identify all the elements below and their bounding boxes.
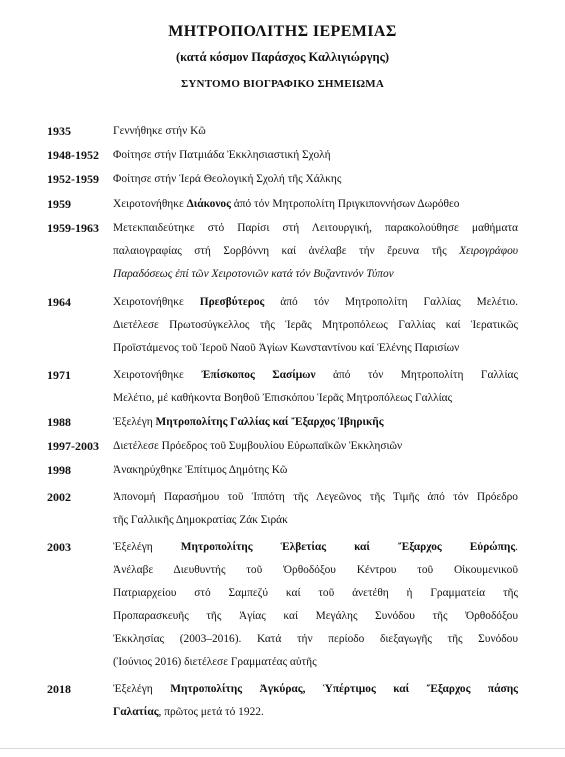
entry-year: 1997-2003 [47,439,99,453]
description-line [113,582,518,605]
bold-text: Διάκονος [186,198,231,210]
description-line [113,240,518,263]
text-segment: Διετέλεσε Πρόεδρος τοῦ Συμβουλίου Εὐρωπαϊκῶν Ἐκκλησιῶν [113,440,403,452]
entry-description [113,678,518,724]
entry-description [113,411,518,434]
entry-description [113,168,518,191]
text-segment: (Ἰούνιος 2016) διετέλεσε Γραμματέας αὐτῆς [113,656,317,668]
entry-year: 2002 [47,490,71,504]
description-line [113,435,518,458]
description-line [113,509,518,532]
text-segment: Ἐκκλησίας (2003–2016). Κατά τήν περίοδο διεξαγωγῆς τῆς Συνόδου [113,633,518,645]
italic-text: Χειρογράφου [459,245,518,257]
entry-year: 1959 [47,197,71,211]
description-line [113,263,518,286]
description-line [113,120,518,143]
text-segment: ἀπό τόν Μητροπολίτη Γαλλίας [315,369,518,381]
text-segment: Ἀπονομή Παρασήμου τοῦ Ἱππότη τῆς Λεγεῶνος τῆς Τιμῆς ἀπό τόν Πρόεδρο [113,491,518,503]
description-line [113,411,518,434]
entry-description [113,486,518,532]
description-line [113,486,518,509]
text-segment: Μελέτιο, μέ καθήκοντα Βοηθοῦ Ἐπισκόπου Ἱερᾶς Μητροπόλεως Γαλλίας [113,392,453,404]
description-line [113,387,518,410]
description-line [113,459,518,482]
text-segment: Διετέλεσε Πρωτοσύγκελλος τῆς Ἱερᾶς Μητροπόλεως Γαλλίας καί Ἱερατικῶς [113,319,518,331]
document-title: ΜΗΤΡΟΠΟΛΙΤΗΣ ΙΕΡΕΜΙΑΣ [168,23,397,40]
description-line [113,678,518,701]
entry-year: 1948-1952 [47,148,99,162]
description-line [113,337,518,360]
description-line [113,559,518,582]
entry-year: 1952-1959 [47,172,99,186]
text-segment: Πατριαρχείου στό Σαμπεζύ καί τοῦ ἀνετέθη ἡ Γραμματεία τῆς [113,587,518,599]
description-line [113,217,518,240]
text-segment: Ἐξελέγη [113,683,171,695]
description-line [113,536,518,559]
entry-description [113,144,518,167]
bold-text: Ἐπίσκοπος Σασίμων [201,369,316,381]
entry-description [113,459,518,482]
text-segment: παλαιογραφίας στή Σορβόννη καί ἀνέλαβε τήν ἔρευνα τῆς [113,245,460,257]
entry-year: 1935 [47,124,71,138]
description-line [113,701,518,724]
entry-description [113,536,518,674]
bold-text: Γαλατίας [113,706,159,718]
bottom-divider [0,748,565,749]
description-line [113,628,518,651]
description-line [113,168,518,191]
entry-year: 2003 [47,540,71,554]
entry-description [113,364,518,410]
text-segment: Προπαρασκευῆς τῆς Ἁγίας καί Μεγάλης Συνόδου τῆς Ὀρθοδόξου [113,610,518,622]
description-line [113,291,518,314]
entry-description [113,120,518,143]
text-segment: Ἀνέλαβε Διευθυντής τοῦ Ὀρθοδόξου Κέντρου τοῦ Οἰκουμενικοῦ [113,564,518,576]
text-segment: Γεννήθηκε στήν Κῶ [113,125,206,137]
text-segment: Μετεκπαιδεύτηκε στό Παρίσι στή Λειτουργική, παρακολούθησε μαθήματα [113,222,518,234]
text-segment: Χειροτονήθηκε [113,296,200,308]
bold-text: Πρεσβύτερος [199,296,265,308]
text-segment: Χειροτονήθηκε [113,198,187,210]
entry-year: 1964 [47,295,71,309]
description-line [113,651,518,674]
entry-year: 1959-1963 [47,221,99,235]
entry-description [113,435,518,458]
section-heading: ΣΥΝΤΟΜΟ ΒΙΟΓΡΑΦΙΚΟ ΣΗΜΕΙΩΜΑ [181,78,384,90]
entry-description [113,291,518,360]
text-segment: , πρῶτος μετά τό 1922. [158,706,264,718]
entry-year: 2018 [47,682,71,696]
text-segment: Χειροτονήθηκε [113,369,202,381]
text-segment: ἀπό τόν Μητροπολίτη Πριγκιποννήσων Δωρόθεο [230,198,460,210]
italic-text: Παραδόσεως ἐπί τῶν Χειροτονιῶν κατά τόν Βυζαντινόν Τύπον [113,268,394,280]
text-segment: ἀπό τόν Μητροπολίτη Γαλλίας Μελέτιο. [264,296,518,308]
document-subtitle: (κατά κόσμον Παράσχος Καλλιγιώργης) [175,50,390,64]
text-segment: Φοίτησε στήν Ἱερά Θεολογική Σχολή τῆς Χάλκης [113,173,342,185]
description-line [113,314,518,337]
text-segment: Φοίτησε στήν Πατμιάδα Ἐκκλησιαστική Σχολή [113,149,331,161]
description-line [113,364,518,387]
description-line [113,605,518,628]
entry-year: 1998 [47,463,71,477]
bold-text: Μητροπολίτης Ἑλβετίας καί Ἔξαρχος Εὐρώπης [180,541,516,553]
text-segment: Ἐξελέγη [113,416,156,428]
entry-description [113,193,518,216]
text-segment: τῆς Γαλλικῆς Δημοκρατίας Ζάκ Σιράκ [113,514,288,526]
entry-year: 1988 [47,415,71,429]
entry-year: 1971 [47,368,71,382]
bold-text: Μητροπολίτης Γαλλίας καί Ἔξαρχος Ἰβηρικῆς [155,416,384,428]
text-segment: . [515,541,518,553]
text-segment: Ἀνακηρύχθηκε Ἐπίτιμος Δημότης Κῶ [113,464,288,476]
text-segment: Ἐξελέγη [113,541,181,553]
description-line [113,144,518,167]
text-segment: Προϊστάμενος τοῦ Ἱεροῦ Ναοῦ Ἁγίων Κωνσταντίνου καί Ἑλένης Παρισίων [113,342,460,354]
bold-text: Μητροπολίτης Ἀγκύρας, Ὑπέρτιμος καί Ἔξαρχος πάσης [170,683,518,695]
entry-description [113,217,518,286]
description-line [113,193,518,216]
